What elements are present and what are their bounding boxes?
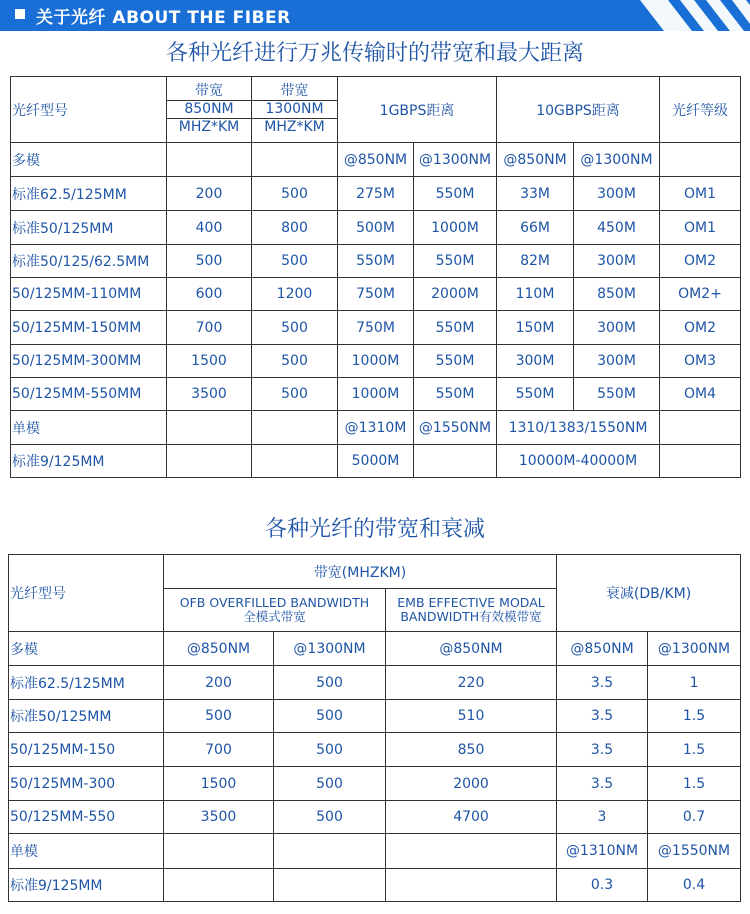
bandwidth-distance-table	[10, 76, 741, 478]
grade-cell: OM2	[660, 311, 741, 345]
attenuation-cell: 3.5	[557, 767, 648, 801]
bandwidth-cell: 500	[274, 767, 386, 801]
table-row	[11, 445, 741, 478]
bandwidth-cell: 500	[167, 245, 252, 278]
distance-cell: 500M	[338, 211, 414, 245]
bandwidth-attenuation-table	[8, 554, 741, 902]
multimode-label: 多模	[9, 632, 164, 666]
header-1gbps-distance: 1GBPS距离	[338, 77, 497, 143]
header-bw-1300	[252, 77, 338, 143]
attenuation-cell: 0.3	[557, 869, 648, 902]
empty-cell	[386, 834, 557, 869]
distance-cell: 1000M	[338, 378, 414, 411]
empty-cell	[167, 411, 252, 445]
empty-cell	[660, 445, 741, 478]
square-bullet-icon	[15, 9, 25, 19]
table1-title: 各种光纤进行万兆传输时的带宽和最大距离	[165, 41, 584, 66]
bandwidth-cell: 200	[167, 177, 252, 211]
table-row	[11, 278, 741, 311]
distance-cell: 5000M	[338, 445, 414, 478]
fiber-type-cell: 50/125MM-300	[9, 767, 164, 801]
wavelength-cell: @850NM	[386, 632, 557, 666]
table-row	[9, 733, 741, 767]
table-row	[11, 211, 741, 245]
bandwidth-cell: 1200	[252, 278, 338, 311]
empty-cell	[414, 445, 497, 478]
wavelength-cell: @1550NM	[414, 411, 497, 445]
header-bw-850-unit: MHZ*KM	[178, 119, 240, 135]
bandwidth-cell: 700	[164, 733, 274, 767]
distance-cell: 110M	[497, 278, 574, 311]
bandwidth-cell: 500	[252, 345, 338, 378]
wavelength-cell: @850NM	[497, 143, 574, 177]
distance-cell: 300M	[497, 345, 574, 378]
fiber-type-cell: 标准62.5/125MM	[11, 177, 167, 211]
grade-cell: OM2+	[660, 278, 741, 311]
distance-cell: 750M	[338, 311, 414, 345]
distance-cell: 1000M	[414, 211, 497, 245]
fiber-type-cell: 标准9/125MM	[9, 869, 164, 902]
distance-cell: 300M	[574, 311, 660, 345]
bandwidth-cell: 3500	[164, 801, 274, 834]
wavelength-cell: @850NM	[338, 143, 414, 177]
header-emb-line1: EMB EFFECTIVE MODAL	[397, 595, 545, 610]
header-bandwidth: 带宽(MHZKM)	[164, 555, 557, 589]
distance-cell: 550M	[414, 177, 497, 211]
distance-cell: 850M	[574, 278, 660, 311]
section-header-title: 关于光纤 ABOUT THE FIBER	[36, 8, 291, 28]
fiber-type-cell: 50/125MM-550MM	[11, 378, 167, 411]
empty-cell	[274, 869, 386, 902]
bandwidth-cell: 600	[167, 278, 252, 311]
bandwidth-cell: 1500	[164, 767, 274, 801]
bandwidth-cell: 850	[386, 733, 557, 767]
distance-cell: 550M	[497, 378, 574, 411]
empty-cell	[252, 445, 338, 478]
bandwidth-cell: 220	[386, 666, 557, 700]
singlemode-label: 单模	[9, 834, 164, 869]
header-bw-1300-unit: MHZ*KM	[264, 119, 325, 135]
header-bw-850-nm: 850NM	[167, 101, 251, 119]
attenuation-cell: 1.5	[648, 700, 741, 733]
header-fiber-grade: 光纤等级	[660, 77, 741, 143]
header-fiber-type: 光纤型号	[11, 77, 167, 143]
header-emb	[386, 589, 557, 632]
bandwidth-cell: 500	[274, 733, 386, 767]
fiber-type-cell: 50/125MM-150	[9, 733, 164, 767]
fiber-type-cell: 标准50/125/62.5MM	[11, 245, 167, 278]
empty-cell	[164, 869, 274, 902]
header-attenuation: 衰减(DB/KM)	[557, 555, 741, 632]
attenuation-cell: 3.5	[557, 733, 648, 767]
bandwidth-cell: 500	[252, 245, 338, 278]
empty-cell	[252, 143, 338, 177]
bandwidth-cell: 500	[274, 700, 386, 733]
header-fiber-type: 光纤型号	[9, 555, 164, 632]
bandwidth-cell: 800	[252, 211, 338, 245]
table-row	[11, 311, 741, 345]
distance-cell: 450M	[574, 211, 660, 245]
empty-cell	[252, 411, 338, 445]
attenuation-cell: 3.5	[557, 666, 648, 700]
attenuation-cell: 0.7	[648, 801, 741, 834]
attenuation-cell: 1.5	[648, 733, 741, 767]
distance-cell: 82M	[497, 245, 574, 278]
header-bw-1300-label: 带宽	[252, 83, 337, 101]
empty-cell	[167, 143, 252, 177]
table-row	[11, 177, 741, 211]
wavelength-cell: 1310/1383/1550NM	[497, 411, 660, 445]
attenuation-cell: 3.5	[557, 700, 648, 733]
bandwidth-cell: 3500	[167, 378, 252, 411]
fiber-type-cell: 标准50/125MM	[11, 211, 167, 245]
wavelength-cell: @850NM	[164, 632, 274, 666]
distance-cell: 300M	[574, 245, 660, 278]
distance-cell: 10000M-40000M	[497, 445, 660, 478]
bandwidth-cell: 200	[164, 666, 274, 700]
bandwidth-cell: 1500	[167, 345, 252, 378]
distance-cell: 66M	[497, 211, 574, 245]
grade-cell: OM4	[660, 378, 741, 411]
table1-multimode-row	[11, 143, 741, 177]
header-bw-850	[167, 77, 252, 143]
table1-header-row	[11, 77, 741, 143]
table-row	[9, 700, 741, 733]
fiber-type-cell: 50/125MM-300MM	[11, 345, 167, 378]
table-row	[9, 801, 741, 834]
fiber-type-cell: 标准62.5/125MM	[9, 666, 164, 700]
fiber-type-cell: 50/125MM-110MM	[11, 278, 167, 311]
bandwidth-cell: 700	[167, 311, 252, 345]
header-bw-1300-nm: 1300NM	[252, 101, 337, 119]
empty-cell	[167, 445, 252, 478]
bandwidth-cell: 500	[252, 177, 338, 211]
bandwidth-cell: 4700	[386, 801, 557, 834]
distance-cell: 275M	[338, 177, 414, 211]
table-row	[9, 767, 741, 801]
bandwidth-cell: 400	[167, 211, 252, 245]
table-row	[9, 869, 741, 902]
singlemode-label: 单模	[11, 411, 167, 445]
bandwidth-cell: 510	[386, 700, 557, 733]
table2-header-row-1	[9, 555, 741, 589]
distance-cell: 300M	[574, 177, 660, 211]
grade-cell: OM2	[660, 245, 741, 278]
bandwidth-cell: 500	[252, 378, 338, 411]
table-row	[11, 345, 741, 378]
header-ofb	[164, 589, 386, 632]
table-row	[9, 666, 741, 700]
attenuation-cell: 1	[648, 666, 741, 700]
table2-singlemode-row	[9, 834, 741, 869]
wavelength-cell: @1300NM	[274, 632, 386, 666]
wavelength-cell: @1300NM	[574, 143, 660, 177]
empty-cell	[164, 834, 274, 869]
distance-cell: 33M	[497, 177, 574, 211]
bandwidth-cell: 500	[274, 801, 386, 834]
table-row	[11, 245, 741, 278]
header-bw-850-label: 带宽	[167, 83, 251, 101]
stripe-decoration-icon	[640, 0, 750, 31]
distance-cell: 550M	[414, 378, 497, 411]
multimode-label: 多模	[11, 143, 167, 177]
fiber-type-cell: 50/125MM-150MM	[11, 311, 167, 345]
distance-cell: 550M	[574, 378, 660, 411]
grade-cell: OM3	[660, 345, 741, 378]
distance-cell: 300M	[574, 345, 660, 378]
wavelength-cell: @1310M	[338, 411, 414, 445]
empty-cell	[660, 411, 741, 445]
header-emb-line2: BANDWIDTH有效模带宽	[400, 609, 542, 624]
header-ofb-line1: OFB OVERFILLED BANDWIDTH	[179, 595, 370, 610]
wavelength-cell: @1300NM	[648, 632, 741, 666]
header-10gbps-distance: 10GBPS距离	[497, 77, 660, 143]
bandwidth-cell: 500	[164, 700, 274, 733]
distance-cell: 550M	[414, 311, 497, 345]
distance-cell: 150M	[497, 311, 574, 345]
wavelength-cell: @1310NM	[557, 834, 648, 869]
empty-cell	[274, 834, 386, 869]
distance-cell: 2000M	[414, 278, 497, 311]
fiber-type-cell: 50/125MM-550	[9, 801, 164, 834]
distance-cell: 550M	[414, 345, 497, 378]
fiber-type-cell: 标准50/125MM	[9, 700, 164, 733]
bandwidth-cell: 500	[252, 311, 338, 345]
attenuation-cell: 0.4	[648, 869, 741, 902]
wavelength-cell: @1550NM	[648, 834, 741, 869]
table-row	[11, 378, 741, 411]
table2-title: 各种光纤的带宽和衰减	[264, 517, 485, 542]
table1-singlemode-row	[11, 411, 741, 445]
header-ofb-line2: 全模式带宽	[243, 609, 306, 624]
wavelength-cell: @850NM	[557, 632, 648, 666]
wavelength-cell: @1300NM	[414, 143, 497, 177]
grade-cell: OM1	[660, 177, 741, 211]
bandwidth-cell: 500	[274, 666, 386, 700]
empty-cell	[386, 869, 557, 902]
distance-cell: 750M	[338, 278, 414, 311]
grade-cell: OM1	[660, 211, 741, 245]
fiber-type-cell: 标准9/125MM	[11, 445, 167, 478]
distance-cell: 550M	[338, 245, 414, 278]
distance-cell: 550M	[414, 245, 497, 278]
attenuation-cell: 1.5	[648, 767, 741, 801]
empty-cell	[660, 143, 741, 177]
bandwidth-cell: 2000	[386, 767, 557, 801]
table2-multimode-row	[9, 632, 741, 666]
attenuation-cell: 3	[557, 801, 648, 834]
distance-cell: 1000M	[338, 345, 414, 378]
section-header	[0, 0, 750, 31]
